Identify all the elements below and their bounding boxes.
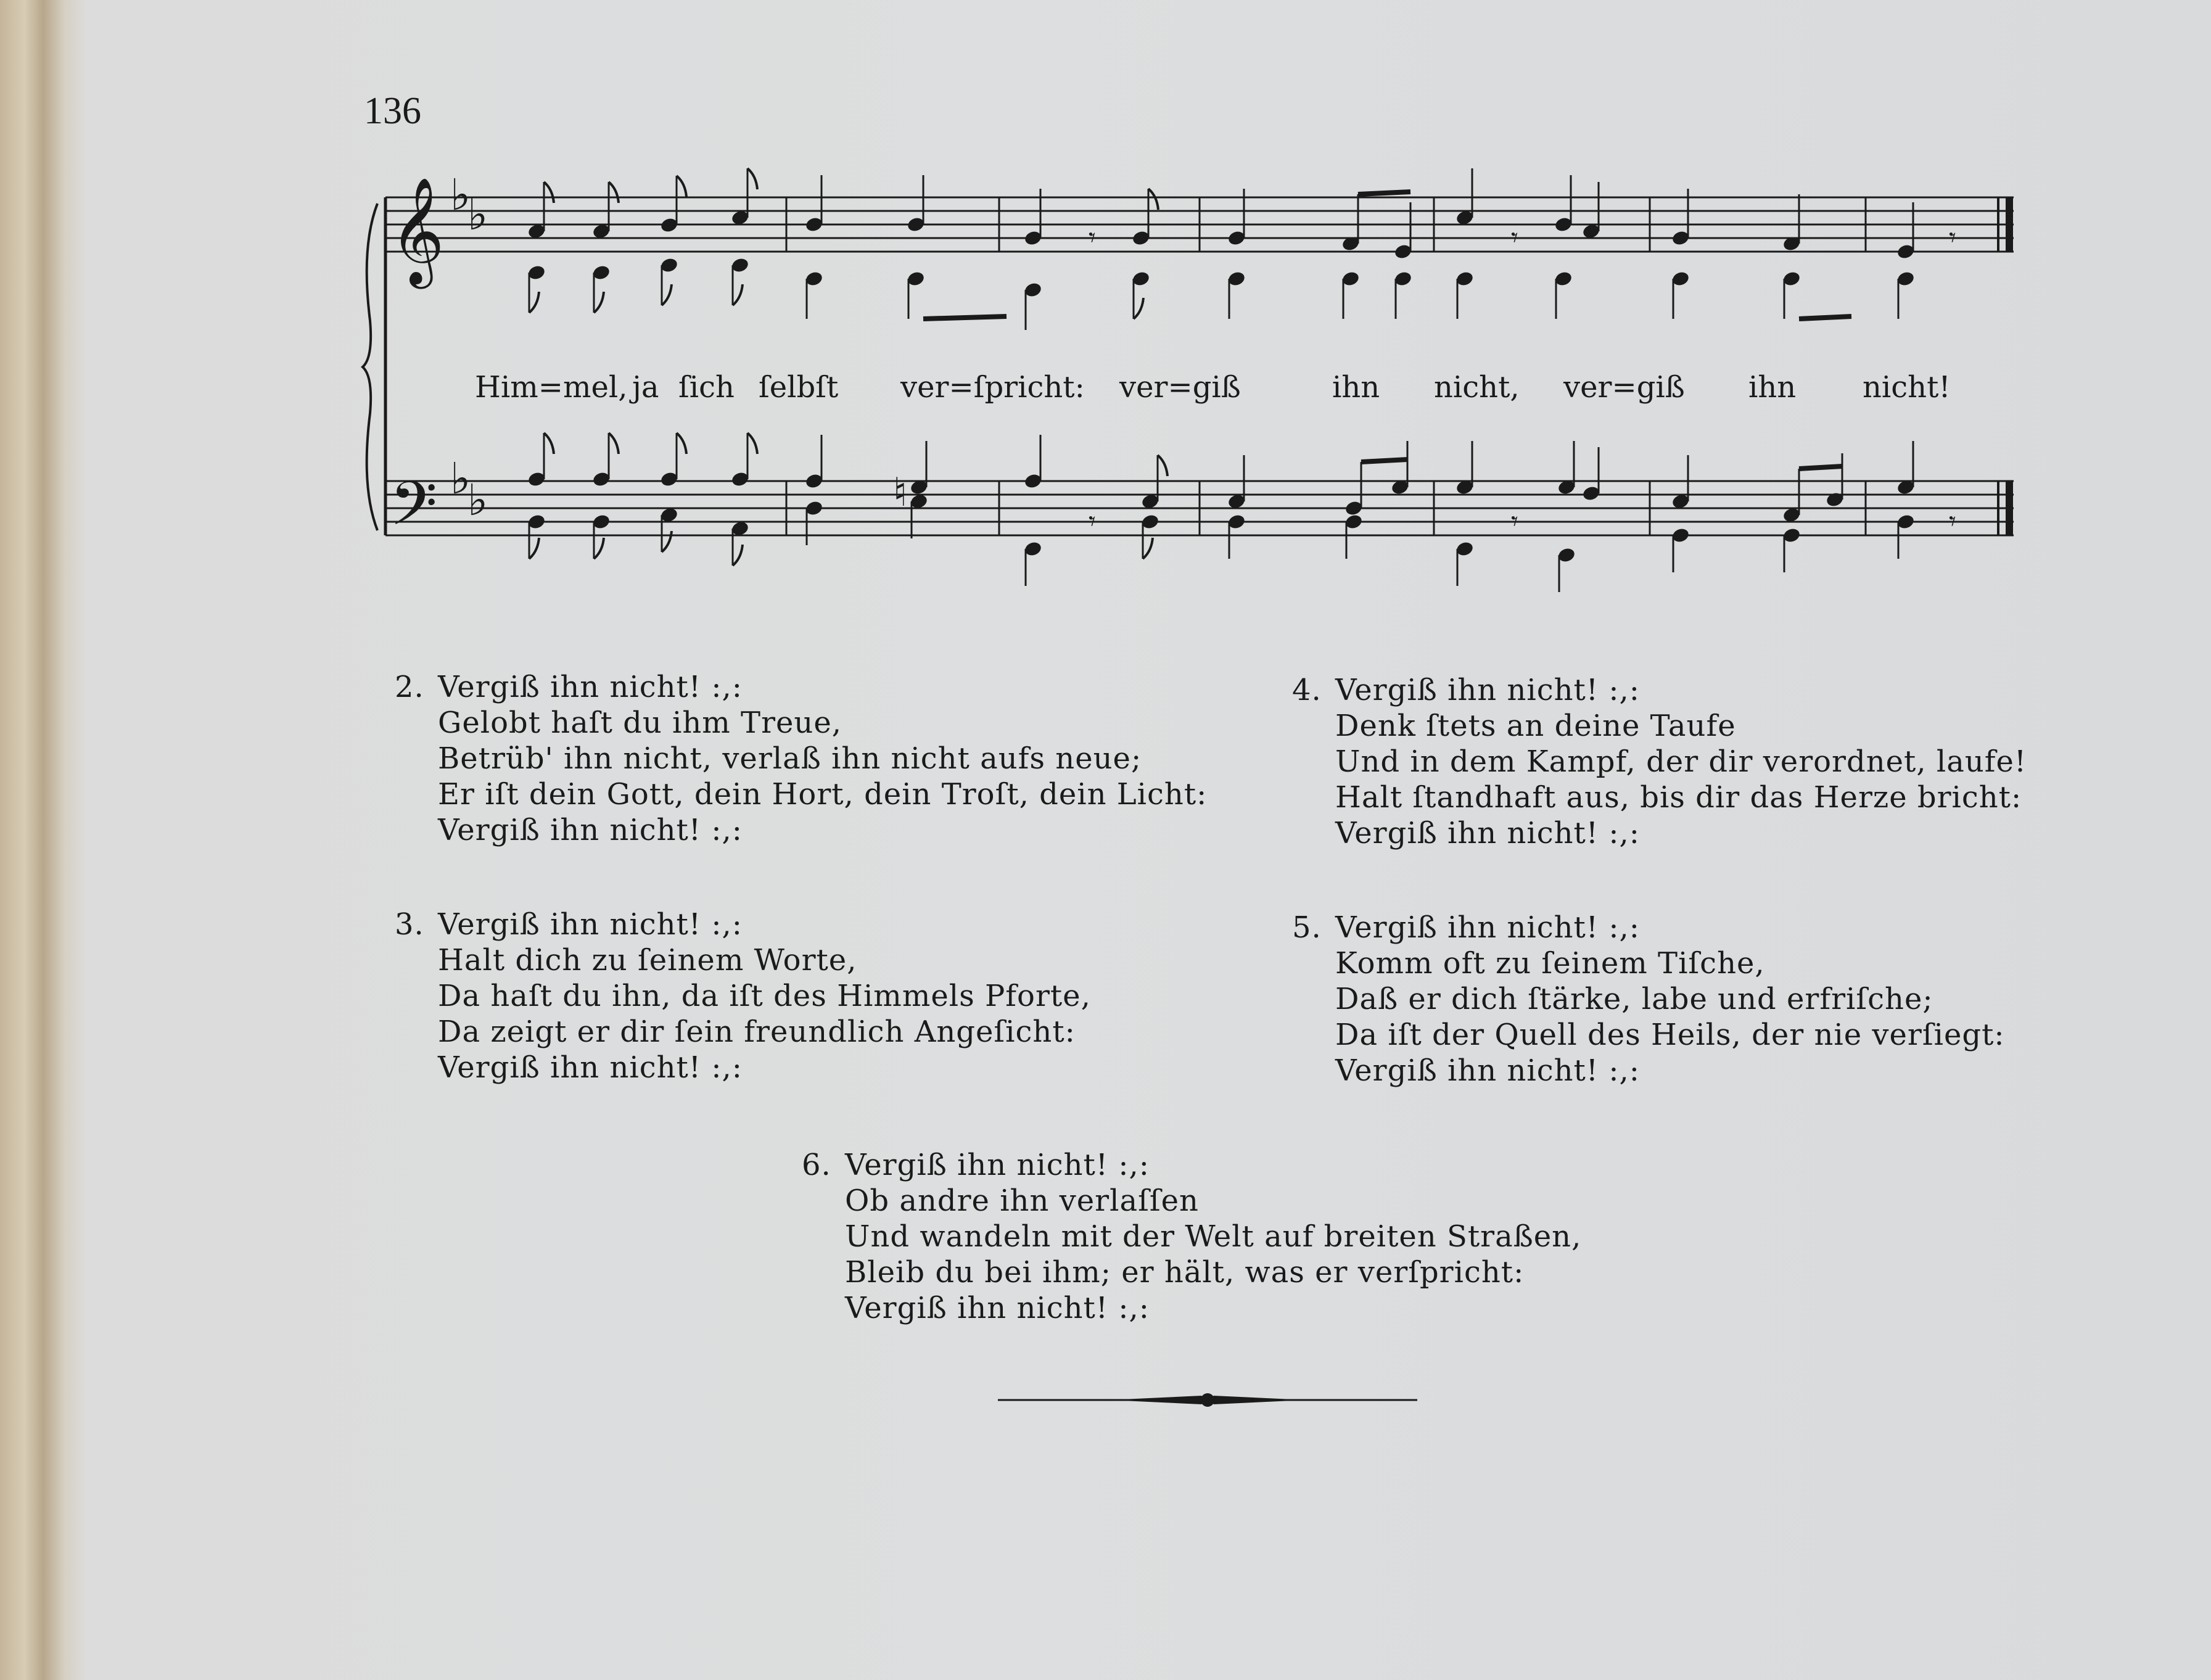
note-flag	[594, 292, 604, 313]
verse-number: 5.	[1292, 910, 1322, 945]
verse-line: Gelobt haſt du ihm Treue,	[438, 706, 842, 740]
note-flag	[544, 433, 554, 454]
verse-line: Da haſt du ihn, da iſt des Himmels Pforte,	[438, 979, 1091, 1013]
note-flag	[662, 531, 672, 552]
verse-line: Vergiß ihn nicht! :,:	[438, 813, 743, 847]
verse-line: Da iſt der Quell des Heils, der nie verſiegt:	[1335, 1018, 2005, 1052]
note-flag	[747, 433, 757, 454]
lyric-word: ſelbſt	[759, 370, 839, 405]
verse-4	[1292, 672, 2027, 851]
verse-line: Halt dich zu ſeinem Worte,	[438, 943, 857, 978]
rest-icon: 𝄾	[1089, 506, 1096, 537]
flat-icon: ♭	[467, 189, 488, 240]
bass-clef-icon: 𝄢	[390, 469, 438, 554]
verse-line: Daß er dich ſtärke, labe und erfriſche;	[1335, 982, 1933, 1016]
lyric-word: ja	[632, 370, 659, 405]
rest-icon: 𝄾	[1089, 222, 1096, 253]
music-score	[0, 0, 2211, 617]
lyric-word: nicht,	[1434, 370, 1520, 405]
verse-line: Bleib du bei ihm; er hält, was er verſpricht:	[845, 1255, 1525, 1290]
note-flag	[662, 284, 672, 305]
note-flag	[609, 182, 619, 203]
verse-number: 2.	[395, 670, 424, 704]
verse-line: Komm oft zu ſeinem Tiſche,	[1335, 946, 1765, 981]
note-flag	[609, 433, 619, 454]
verse-5	[1292, 910, 2005, 1089]
lyric-word: ihn	[1748, 370, 1797, 405]
verse-line: Und in dem Kampf, der dir verordnet, laufe!	[1335, 744, 2027, 779]
verse-line: Vergiß ihn nicht! :,:	[1335, 910, 1640, 945]
note-flag	[1143, 538, 1153, 559]
note-flag	[677, 176, 686, 197]
lyric-word: nicht!	[1863, 370, 1951, 405]
lyric-word: ver=giß	[1563, 370, 1685, 405]
verse-line: Vergiß ihn nicht! :,:	[845, 1291, 1150, 1325]
treble-clef-icon: 𝄞	[390, 177, 445, 284]
lyric-word: ihn	[1332, 370, 1380, 405]
verse-line: Denk ſtets an deine Taufe	[1335, 709, 1736, 743]
final-barline	[2006, 197, 2013, 252]
note-flag	[1158, 455, 1167, 476]
verse-number: 3.	[395, 907, 424, 942]
note-flag	[677, 433, 686, 454]
verse-line: Betrüb' ihn nicht, verlaß ihn nicht aufs neue;	[438, 741, 1142, 776]
page-number: 136	[364, 90, 421, 132]
note-flag	[733, 284, 743, 305]
note-flag	[1134, 298, 1143, 319]
note-flag	[529, 292, 539, 313]
verse-number: 6.	[802, 1148, 831, 1182]
note-flag	[529, 538, 539, 559]
rest-icon: 𝄾	[1949, 222, 1956, 253]
lyric-word: ver=ſpricht:	[900, 370, 1085, 405]
ornament-divider	[998, 1385, 1417, 1415]
note-beam	[1799, 316, 1851, 319]
lyric-word: Him=mel,	[475, 370, 628, 405]
verse-line: Er iſt dein Gott, dein Hort, dein Troſt, dein Licht:	[438, 777, 1208, 812]
final-barline	[2006, 481, 2013, 535]
verse-line: Vergiß ihn nicht! :,:	[1335, 816, 1640, 850]
brace	[363, 204, 377, 530]
flat-icon: ♭	[467, 475, 488, 525]
flat-icon: ♭	[450, 170, 471, 220]
note-flag	[1148, 189, 1158, 210]
note-beam	[1799, 466, 1842, 469]
note-flag	[733, 545, 743, 566]
note-beam	[1361, 459, 1407, 462]
rest-icon: 𝄾	[1511, 506, 1518, 537]
verse-line: Vergiß ihn nicht! :,:	[1335, 673, 1640, 707]
verse-line: Da zeigt er dir ſein freundlich Angeſicht:	[438, 1015, 1076, 1049]
verse-3	[395, 907, 1091, 1085]
verse-line: Ob andre ihn verlaſſen	[845, 1184, 1199, 1218]
lyric-word: ſich	[678, 370, 735, 405]
verse-6	[802, 1147, 1582, 1326]
verse-line: Vergiß ihn nicht! :,:	[1335, 1053, 1640, 1088]
verse-2	[395, 669, 1208, 848]
verse-line: Vergiß ihn nicht! :,:	[438, 1050, 743, 1085]
verse-line: Halt ſtandhaft aus, bis dir das Herze bricht:	[1335, 780, 2022, 815]
rest-icon: 𝄾	[1511, 222, 1518, 253]
note-beam	[923, 316, 1007, 319]
verse-number: 4.	[1292, 673, 1322, 707]
note-flag	[594, 538, 604, 559]
lyric-word: ver=giß	[1119, 370, 1241, 405]
flat-icon: ♭	[450, 453, 471, 504]
rest-icon: 𝄾	[1949, 506, 1956, 537]
natural-icon: ♮	[893, 470, 907, 516]
note-beam	[1358, 192, 1410, 194]
note-flag	[544, 182, 554, 203]
note-flag	[747, 168, 757, 189]
verse-line: Und wandeln mit der Welt auf breiten Straßen,	[845, 1219, 1582, 1254]
verse-line: Vergiß ihn nicht! :,:	[438, 907, 743, 942]
verse-line: Vergiß ihn nicht! :,:	[845, 1148, 1150, 1182]
verse-line: Vergiß ihn nicht! :,:	[438, 670, 743, 704]
